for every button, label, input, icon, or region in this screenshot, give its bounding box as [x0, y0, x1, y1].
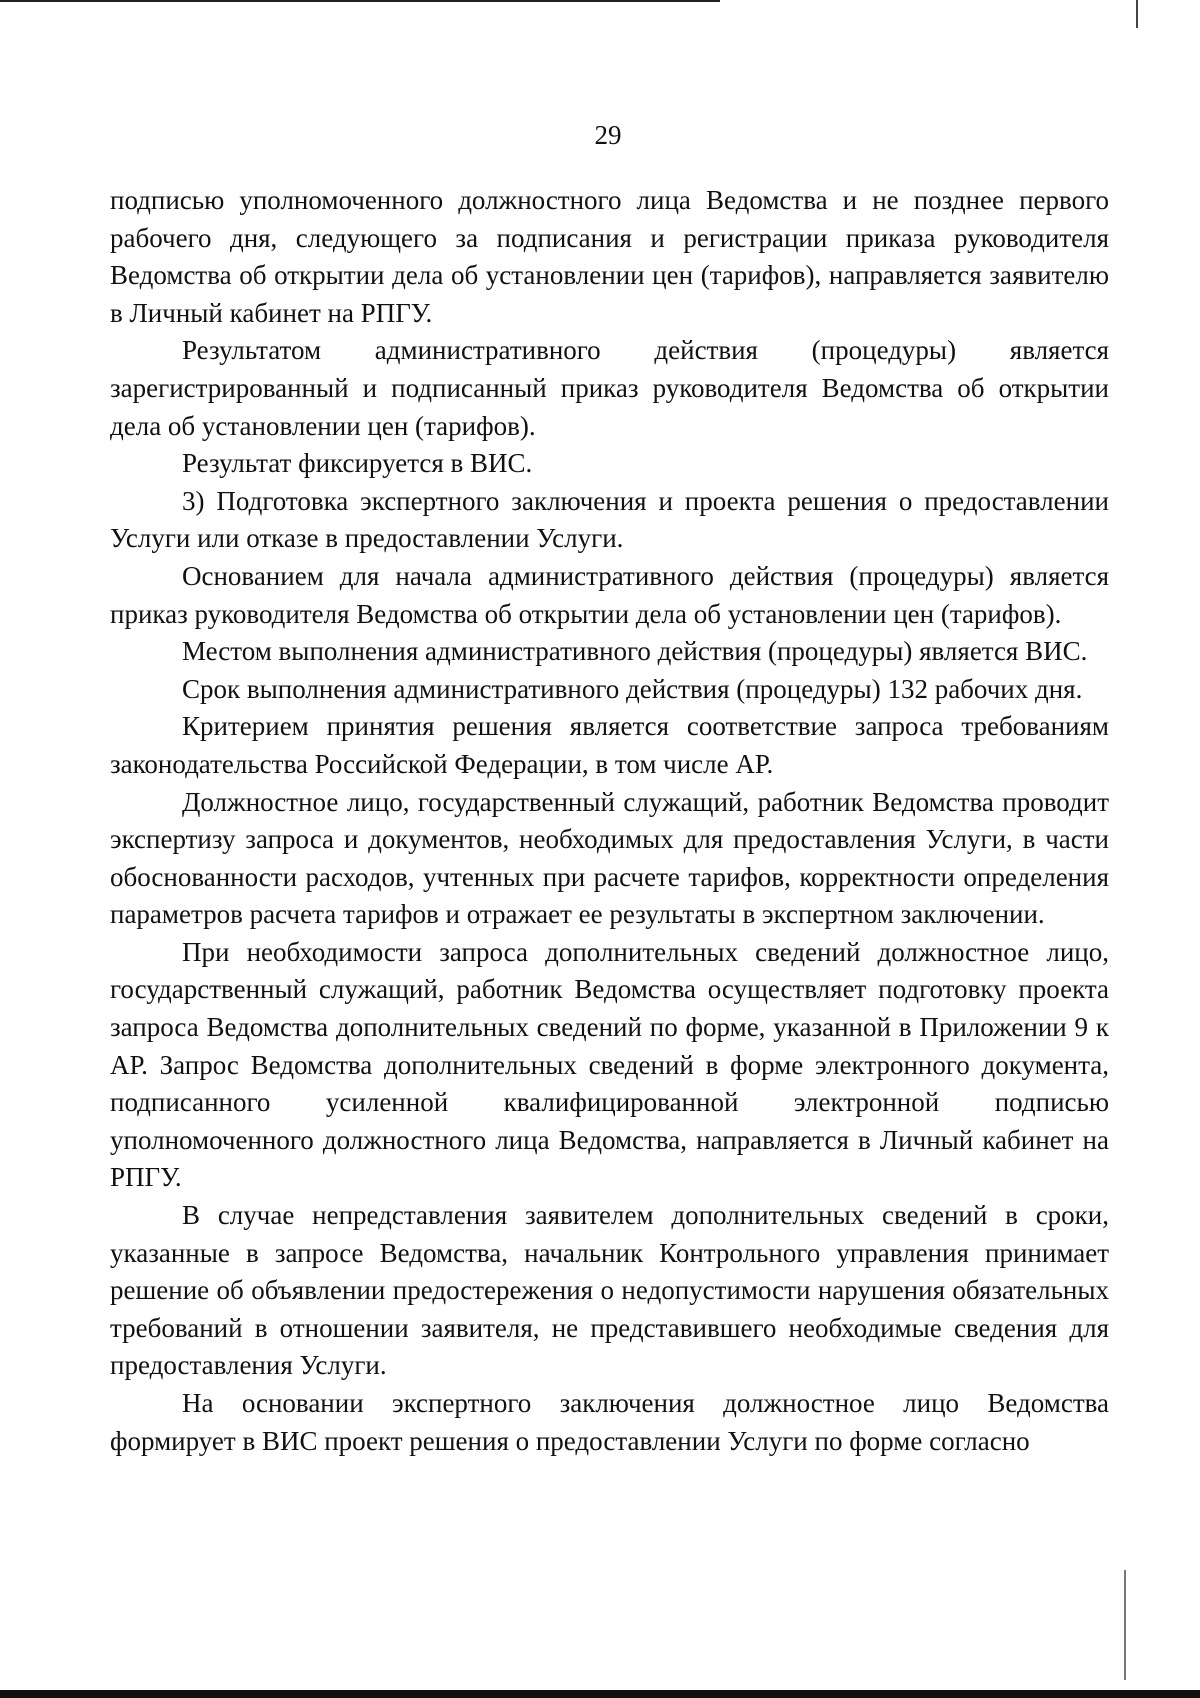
document-body	[110, 182, 1109, 1460]
paragraph-place: Местом выполнения административного действия (процедуры) является ВИС.	[182, 636, 1088, 667]
page-number: 29	[594, 120, 622, 150]
scan-top-edge-line	[0, 0, 720, 2]
paragraph-draft-decision: На основании экспертного заключения должностное лицо Ведомства формирует в ВИС проект решения о предоставлении Услуги по форме согласно	[110, 1388, 1109, 1456]
paragraph-continuation: подписью уполномоченного должностного лица Ведомства и не позднее первого рабочего дня, следующего за подписания и регистрации приказа руководителя Ведомства об открытии дела об установлении цен (тарифов), направляется заявителю в Личный кабинет на РПГУ.	[110, 185, 1109, 328]
paragraph-criterion: Критерием принятия решения является соответствие запроса требованиям законодательства Российской Федерации, в том числе АР.	[110, 711, 1109, 779]
paragraph-expertise: Должностное лицо, государственный служащий, работник Ведомства проводит экспертизу запроса и документов, необходимых для предоставления Услуги, в части обоснованности расходов, учтенных при расчете тарифов, корректности определения параметров расчета тарифов и отражает ее результаты в экспертном заключении.	[110, 786, 1109, 930]
paragraph-result-recorded: Результат фиксируется в ВИС.	[182, 448, 533, 479]
paragraph-non-submission: В случае непредставления заявителем дополнительных сведений в сроки, указанные в запросе Ведомства, начальник Контрольного управления принимает решение об объявлении предостережения о недопустимости нарушения обязательных требований в отношении заявителя, не представившего необходимые сведения для предоставления Услуги.	[110, 1200, 1109, 1381]
scan-right-edge-mark	[1136, 0, 1138, 28]
paragraph-basis: Основанием для начала административного действия (процедуры) является приказ руководителя Ведомства об открытии дела об установлении цен (тарифов).	[110, 560, 1109, 629]
paragraph-additional-request: При необходимости запроса дополнительных сведений должностное лицо, государственный служащий, работник Ведомства осуществляет подготовку проекта запроса Ведомства дополнительных сведений по форме, указанной в Приложении 9 к АР. Запрос Ведомства дополнительных сведений в форме электронного документа, подписанного усиленной квалифицированной электронной подписью уполномоченного должностного лица Ведомства, направляется в Личный кабинет на РПГУ.	[110, 936, 1109, 1193]
paragraph-result-order: Результатом административного действия (процедуры) является зарегистрированный и подписанный приказ руководителя Ведомства об открытии дела об установлении цен (тарифов).	[110, 335, 1109, 441]
paragraph-deadline: Срок выполнения административного действия (процедуры) 132 рабочих дня.	[182, 673, 1083, 704]
scan-right-edge-shadow	[1124, 1570, 1126, 1680]
paragraph-step-3-heading: 3) Подготовка экспертного заключения и проекта решения о предоставлении Услуги или отказе в предоставлении Услуги.	[110, 485, 1109, 554]
scan-bottom-edge-bar	[0, 1690, 1200, 1698]
